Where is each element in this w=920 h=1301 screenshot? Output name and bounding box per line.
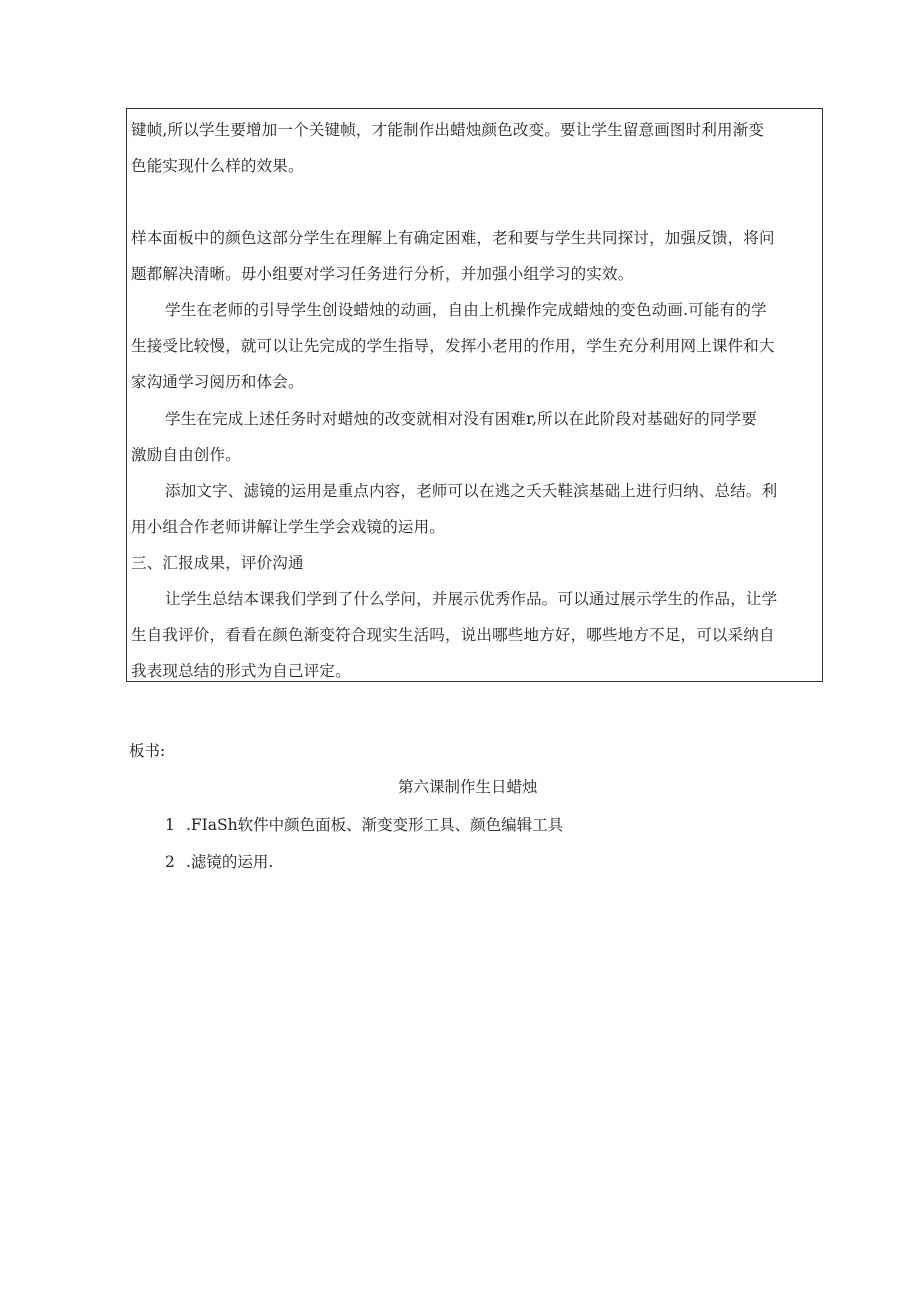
section-heading: 三、汇报成果，评价沟通: [131, 554, 304, 572]
board-title: 第六课制作生日蜡烛: [398, 778, 538, 796]
table-line: 学生在老师的引导学生创设蜡烛的动画，自由上机操作完成蜡烛的变色动画.可能有的学: [165, 301, 767, 319]
board-item-number: 1: [165, 816, 175, 834]
board-item-text: .FIaSh软件中颜色面板、渐变变形工具、颜色编辑工具: [186, 816, 564, 834]
table-line: 色能实现什么样的效果。: [131, 157, 304, 175]
board-item-number: 2: [165, 853, 175, 871]
table-line: 样本面板中的颜色这部分学生在理解上有确定困难，老和要与学生共同探讨，加强反馈，将问: [131, 229, 775, 247]
table-line: 题都解决清晰。毋小组要对学习任务进行分析，并加强小组学习的实效。: [131, 265, 634, 283]
table-line: 家沟通学习阅历和体会。: [131, 373, 304, 391]
table-line: 键帧,所以学生要增加一个关键帧，才能制作出蜡烛颜色改变。要让学生留意画图时利用渐变: [131, 121, 765, 139]
table-line: 激励自由创作。: [131, 446, 241, 464]
board-label: 板书:: [129, 742, 166, 760]
board-item-text: .滤镜的运用.: [186, 853, 274, 871]
table-line: 添加文字、滤镜的运用是重点内容，老师可以在逃之夭夭鞋滨基础上进行归纳、总结。利: [165, 482, 778, 500]
table-line: 让学生总结本课我们学到了什么学问，并展示优秀作品。可以通过展示学生的作品，让学: [165, 590, 778, 608]
table-line: 生自我评价，看看在颜色渐变符合现实生活吗，说出哪些地方好，哪些地方不足，可以采纳自: [131, 626, 775, 644]
table-line: 用小组合作老师讲解让学生学会戏镜的运用。: [131, 518, 446, 536]
table-line: 生接受比较慢，就可以让先完成的学生指导，发挥小老用的作用，学生充分利用网上课件和大: [131, 337, 775, 355]
table-line: 学生在完成上述任务时对蜡烛的改变就相对没有困难r,所以在此阶段对基础好的同学要: [165, 410, 757, 428]
table-line: 我表现总结的形式为自己评定。: [131, 662, 351, 680]
